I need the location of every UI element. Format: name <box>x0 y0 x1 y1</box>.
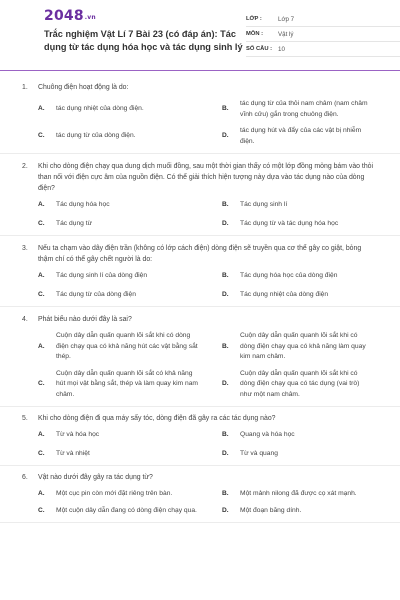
option-letter: A. <box>38 342 45 350</box>
option-letter: D. <box>222 449 229 457</box>
question-3 <box>0 236 400 307</box>
option-letter: A. <box>38 490 45 497</box>
option-letter: A. <box>38 201 45 208</box>
option-text: tác dụng hút và đẩy của các vật bị nhiễm điện. <box>240 127 362 145</box>
meta-row-subject <box>246 27 400 42</box>
meta-row-count <box>246 42 400 57</box>
answer-option-d[interactable] <box>208 290 378 301</box>
answer-option-a[interactable] <box>38 489 208 500</box>
option-letter: B. <box>222 490 229 497</box>
option-text: Cuộn dây dẫn quấn quanh lõi sắt khi có dòng điện chạy qua có khả năng hút các vật bằng sắt thép. <box>56 332 198 360</box>
page-title: Trắc nghiệm Vật Lí 7 Bài 23 (có đáp án): Tác dụng từ tác dụng hóa học và tác dụng sinh lý <box>44 29 243 52</box>
option-text: Tác dụng nhiệt của dòng điện <box>240 290 329 298</box>
worksheet-meta <box>246 12 400 57</box>
option-letter: C. <box>38 380 45 387</box>
question-number: 3. <box>22 245 28 252</box>
question-5 <box>0 407 400 466</box>
meta-key: SỐ CÂU : <box>246 46 273 52</box>
option-text: Từ và quang <box>240 449 278 457</box>
option-text: tác dụng từ của dòng điện. <box>56 132 136 140</box>
option-text: Từ và nhiệt <box>56 449 90 457</box>
answer-option-c[interactable] <box>38 449 208 460</box>
answer-option-c[interactable] <box>38 219 208 230</box>
answer-option-b[interactable] <box>208 489 378 500</box>
option-text: Cuộn dây dẫn quấn quanh lõi sắt khi có dòng điện chạy qua có tác dụng (vai trò) như một nam châm. <box>240 369 360 398</box>
option-letter: D. <box>222 132 229 140</box>
answer-options <box>0 489 400 516</box>
option-letter: C. <box>38 506 45 514</box>
answer-option-a[interactable] <box>38 271 208 282</box>
option-text: Tác dụng sinh lí của dòng điện <box>56 272 148 279</box>
question-text: Phát biểu nào dưới đây là sai? <box>38 316 132 323</box>
question-2 <box>0 154 400 236</box>
answer-option-b[interactable] <box>208 430 378 441</box>
question-list <box>0 78 400 523</box>
answer-option-d[interactable] <box>208 126 378 147</box>
option-letter: C. <box>38 132 45 140</box>
option-text: Tác dụng hóa học <box>56 201 110 208</box>
header-divider <box>0 70 400 71</box>
answer-options <box>0 331 400 400</box>
option-letter: D. <box>222 290 229 298</box>
option-text: Quang và hóa học <box>240 431 295 438</box>
answer-option-b[interactable] <box>208 271 378 282</box>
answer-option-c[interactable] <box>38 369 208 401</box>
question-text: Khi cho dòng điện chạy qua dung dịch muối đồng, sau một thời gian thấy có một lớp đồng mỏng bám vào thỏi than nối với điện cực âm của nguồn điện. Có thể giải thích hiện tượng này dựa vào tác dụng nào của dòng điện? <box>38 163 374 192</box>
question-stem <box>0 161 400 194</box>
option-text: Một cục pin còn mới đặt riêng trên bàn. <box>56 490 173 497</box>
meta-key: MÔN : <box>246 31 264 37</box>
answer-option-d[interactable] <box>208 369 378 401</box>
option-text: Tác dụng từ của dòng điện <box>56 290 136 298</box>
meta-value: 10 <box>278 45 285 53</box>
question-text: Chuông điện hoạt động là do: <box>38 84 129 91</box>
option-text: Một mảnh nilong đã được cọ xát mạnh. <box>240 490 357 497</box>
option-text: tác dụng từ của thỏi nam châm (nam châm vĩnh cửu) gắn trong chuông điện. <box>240 100 368 118</box>
question-4 <box>0 307 400 407</box>
answer-option-c[interactable] <box>38 506 208 517</box>
option-text: Một đoạn băng dính. <box>240 506 302 514</box>
option-text: Tác dụng sinh lí <box>240 201 288 208</box>
question-text: Khi cho dòng điện đi qua máy sấy tóc, dòng điện đã gây ra các tác dụng nào? <box>38 415 276 422</box>
answer-option-d[interactable] <box>208 219 378 230</box>
option-letter: A. <box>38 272 45 279</box>
option-letter: D. <box>222 380 229 387</box>
option-text: Tác dụng từ <box>56 219 93 227</box>
meta-value: Lớp 7 <box>278 15 295 23</box>
option-text: Một cuộn dây dẫn đang có dòng điện chạy qua. <box>56 506 197 514</box>
option-text: Cuộn dây dẫn quấn quanh lõi sắt khi có dòng điện chạy qua có khả năng làm quay kim nam châm. <box>240 332 366 360</box>
question-number: 5. <box>22 415 28 422</box>
answer-option-b[interactable] <box>208 99 378 120</box>
answer-option-a[interactable] <box>38 331 208 363</box>
option-letter: B. <box>222 201 229 208</box>
option-letter: C. <box>38 219 45 227</box>
question-stem <box>0 472 400 483</box>
option-letter: B. <box>222 431 229 438</box>
answer-option-d[interactable] <box>208 449 378 460</box>
question-number: 1. <box>22 84 28 91</box>
question-text: Vật nào dưới đây gây ra tác dụng từ? <box>38 474 153 481</box>
meta-value: Vật lý <box>278 30 294 38</box>
logo-suffix: .vn <box>84 14 96 21</box>
question-stem <box>0 314 400 325</box>
option-letter: D. <box>222 506 229 514</box>
answer-option-a[interactable] <box>38 430 208 441</box>
option-letter: B. <box>222 105 229 113</box>
option-letter: C. <box>38 449 45 457</box>
answer-option-c[interactable] <box>38 290 208 301</box>
option-text: Tác dụng hóa học của dòng điện <box>240 272 338 279</box>
question-number: 4. <box>22 316 28 323</box>
option-letter: A. <box>38 431 45 438</box>
question-number: 2. <box>22 163 28 170</box>
answer-option-c[interactable] <box>38 126 208 147</box>
question-text: Nếu ta chạm vào dây điện trần (không có lớp cách điện) dòng điện sẽ truyền qua cơ thể gây co giật, bỏng thậm chí có thể gây chết người là do: <box>38 245 362 263</box>
answer-options <box>0 200 400 229</box>
option-text: Tác dụng từ và tác dụng hóa học <box>240 219 339 227</box>
option-letter: A. <box>38 105 45 113</box>
answer-option-a[interactable] <box>38 200 208 211</box>
answer-options <box>0 99 400 147</box>
question-6 <box>0 466 400 523</box>
answer-option-a[interactable] <box>38 99 208 120</box>
question-number: 6. <box>22 474 28 481</box>
question-stem <box>0 82 400 93</box>
option-letter: B. <box>222 272 229 279</box>
answer-option-d[interactable] <box>208 506 378 517</box>
site-logo[interactable] <box>44 8 96 24</box>
question-stem <box>0 413 400 424</box>
question-1 <box>0 78 400 154</box>
option-text: Cuộn dây dẫn quấn quanh lõi sắt có khả năng hút mọi vật bằng sắt, thép và làm quay kim nam châm. <box>56 369 198 398</box>
option-text: tác dụng nhiệt của dòng điện. <box>56 105 144 113</box>
question-stem <box>0 243 400 265</box>
meta-key: LỚP : <box>246 16 262 22</box>
answer-options <box>0 430 400 459</box>
logo-text: 2048 <box>44 8 84 24</box>
answer-option-b[interactable] <box>208 200 378 211</box>
option-letter: C. <box>38 290 45 298</box>
meta-row-class <box>246 12 400 27</box>
answer-options <box>0 271 400 300</box>
option-letter: B. <box>222 342 229 350</box>
option-text: Từ và hóa học <box>56 431 100 438</box>
worksheet-header <box>22 0 378 66</box>
option-letter: D. <box>222 219 229 227</box>
answer-option-b[interactable] <box>208 331 378 363</box>
